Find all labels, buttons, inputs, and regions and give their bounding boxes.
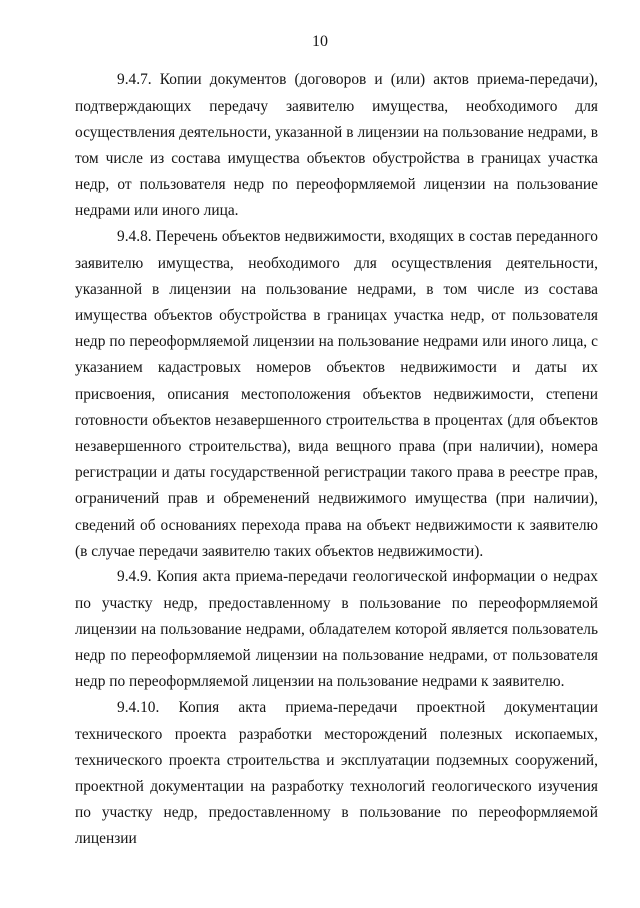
page-number: 10 <box>312 33 328 50</box>
paragraph-9-4-7: 9.4.7. Копии документов (договоров и (или) актов приема-передачи), подтверждающих передачу заявителю имущества, необходимого для осуществления деятельности, указанной в лицензии на пользование недрами, в том числе из состава имущества объектов обустройства в границах участка недр, от пользователя недр по переоформляемой лицензии на пользование недрами или иного лица. <box>75 71 598 220</box>
paragraph-9-4-9: 9.4.9. Копия акта приема-передачи геологической информации о недрах по участку недр, предоставленному в пользование по переоформляемой лицензии на пользование недрами, обладателем которой является пользователь недр по переоформляемой лицензии на пользование недрами, от пользователя недр по переоформляемой лицензии на пользование недрами к заявителю. <box>75 568 598 691</box>
paragraph-9-4-8: 9.4.8. Перечень объектов недвижимости, входящих в состав переданного заявителю имущества, необходимого для осуществления деятельности, указанной в лицензии на пользование недрами, в том числе из состава имущества объектов обустройства в границах участка недр, от пользователя недр по переоформляемой лицензии на пользование недрами или иного лица, с указанием кадастровых номеров объектов недвижимости и даты их присвоения, описания местоположения объектов недвижимости, степени готовности объектов незавершенного строительства в процентах (для объектов незавершенного строительства), вида вещного права (при наличии), номера регистрации и даты государственной регистрации такого права в реестре прав, ограничений прав и обременений недвижимого имущества (при наличии), сведений об основаниях перехода права на объект недвижимости к заявителю (в случае передачи заявителю таких объектов недвижимости). <box>75 228 598 560</box>
paragraph-9-4-10: 9.4.10. Копия акта приема-передачи проектной документации технического проекта разработки месторождений полезных ископаемых, технического проекта строительства и эксплуатации подземных сооружений, проектной документации на разработку технологий геологического изучения по участку недр, предоставленному в пользование по переоформляемой лицензии <box>75 699 598 848</box>
